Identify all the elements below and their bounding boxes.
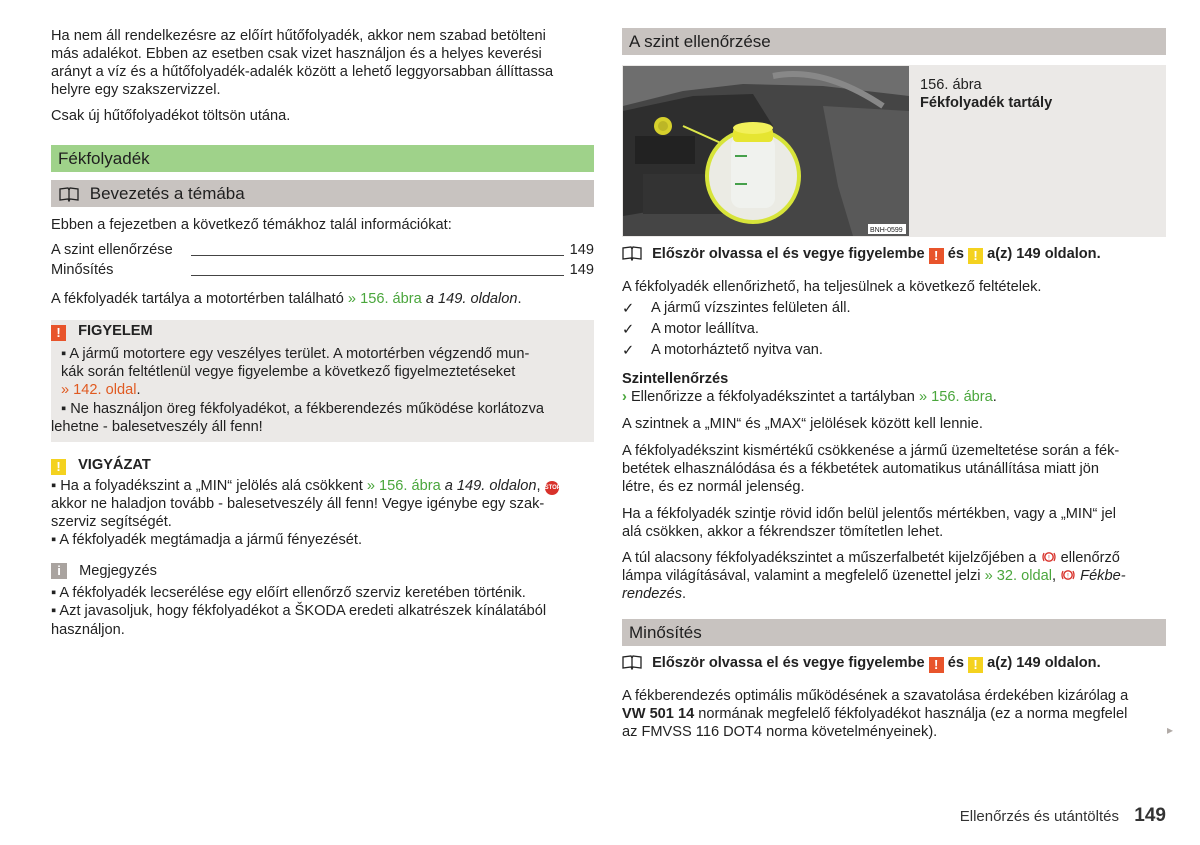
warning-icon: ! <box>929 248 944 264</box>
level-heading: Szintellenőrzés <box>622 371 729 387</box>
leak-line-2: alá csökken, akkor a fékrendszer tömítetlen lehet. <box>622 524 944 540</box>
page-number: 149 <box>1134 805 1166 826</box>
step-arrow-icon: › <box>622 389 627 405</box>
read-first-notice-1: Először olvassa el és vegye figyelembe ! és ! a(z) 149 oldalon. <box>622 245 1101 264</box>
warning-line-1: ▪ A jármű motortere egy veszélyes terület. A motortérben végzendő mun- <box>61 346 530 362</box>
caution-figure-link[interactable]: » 156. ábra <box>366 478 441 494</box>
note-title: Megjegyzés <box>79 563 157 579</box>
page-32-link[interactable]: » 32. oldal <box>984 568 1052 584</box>
stop-icon: STOP <box>545 481 559 495</box>
continue-arrow-icon: ▸ <box>1167 723 1174 737</box>
book-icon <box>59 187 79 202</box>
low-level-line-2: lámpa világításával, valamint a megfelelő üzenettel jelzi » 32. oldal, ! Fékbe- <box>622 568 1126 584</box>
toc-item-quality[interactable]: Minősítés 149 <box>51 262 594 278</box>
engine-bay-image <box>623 66 909 236</box>
toc-intro: Ebben a fejezetben a következő témákhoz talál információkat: <box>51 217 452 233</box>
low-level-line-1: A túl alacsony fékfolyadékszintet a műszerfalbetét kijelzőjében a ! ellenőrző <box>622 550 1120 566</box>
book-icon <box>622 246 642 261</box>
warning-link[interactable]: » 142. oldal <box>61 382 137 398</box>
condition-item: ✓ A motor leállítva. <box>622 321 759 338</box>
figure-number: 156. ábra <box>920 77 982 93</box>
condition-item: ✓ A jármű vízszintes felületen áll. <box>622 300 851 317</box>
quality-line-1: A fékberendezés optimális működésének a szavatolása érdekében kizárólag a <box>622 688 1129 704</box>
figure-title: Fékfolyadék tartály <box>920 95 1053 111</box>
intro-line-3: arányt a víz és a hűtőfolyadék-adalék között a lehető leggyorsabban állíttassa <box>51 64 554 80</box>
warning-line-4: ▪ Ne használjon öreg fékfolyadékot, a fékberendezés működése korlátozva <box>61 401 544 417</box>
caution-line-3: szerviz segítségét. <box>51 514 172 530</box>
engine-bay-illustration <box>623 66 909 236</box>
section-header-brake-fluid <box>51 145 594 172</box>
quality-line-3: az FMVSS 116 DOT4 norma követelményeinek). <box>622 724 938 740</box>
section1-title: A szint ellenőrzése <box>629 32 771 51</box>
subsection-header <box>51 180 594 207</box>
caution-title: VIGYÁZAT <box>78 457 151 473</box>
section-header-level-check <box>622 28 1166 55</box>
warning-line-5: lehetne - balesetveszély áll fenn! <box>51 419 263 435</box>
low-level-line-3: rendezés. <box>622 586 687 602</box>
checkmark-icon: ✓ <box>622 322 635 338</box>
note-line-1: ▪ A fékfolyadék lecserélése egy előírt ellenőrző szerviz keretében történik. <box>51 585 526 601</box>
min-max-text: A szintnek a „MIN“ és „MAX“ jelölések között kell lennie. <box>622 416 983 432</box>
intro-line-4: helyre egy szakszervizzel. <box>51 82 221 98</box>
book-icon <box>622 655 642 670</box>
checkmark-icon: ✓ <box>622 301 635 317</box>
intro-line-2: más adalékot. Ebben az esetben csak vizet használjon és a helyes keverési <box>51 46 542 62</box>
read-first-notice-2: Először olvassa el és vegye figyelembe ! és ! a(z) 149 oldalon. <box>622 654 1101 673</box>
intro-paragraph-2: Csak új hűtőfolyadékot töltsön utána. <box>51 108 291 124</box>
level-drop-line-2: betétek elhasználódása és a fékbetétek automatikus utánállítása miatt jön <box>622 461 1100 477</box>
intro-line-1: Ha nem áll rendelkezésre az előírt hűtőfolyadék, akkor nem szabad betölteni <box>51 28 546 44</box>
brake-warning-icon <box>1041 551 1057 563</box>
caution-header <box>51 457 151 475</box>
caution-icon: ! <box>968 248 983 264</box>
caution-icon: ! <box>968 657 983 673</box>
level-drop-line-3: létre, és ez normál jelenség. <box>622 479 805 495</box>
svg-text:!: ! <box>1067 573 1069 580</box>
note-line-2: ▪ Azt javasoljuk, hogy fékfolyadékot a ŠKODA eredeti alkatrészek kínálatából <box>51 603 547 619</box>
checkmark-icon: ✓ <box>622 343 635 359</box>
level-figure-link[interactable]: » 156. ábra <box>918 389 993 405</box>
quality-line-2: VW 501 14 normának megfelelő fékfolyadékot használja (ez a norma megfelel <box>622 706 1128 722</box>
svg-text:!: ! <box>1047 555 1050 562</box>
page-footer <box>900 805 1166 827</box>
figure-panel <box>622 65 1166 237</box>
level-drop-line-1: A fékfolyadékszint kismértékű csökkenése a jármű üzemeltetése során a fék- <box>622 443 1120 459</box>
info-icon: i <box>51 563 67 579</box>
caution-line-2: akkor ne haladjon tovább - balesetveszély áll fenn! Vegye igénybe egy szak- <box>51 496 545 512</box>
figure-link[interactable]: » 156. ábra <box>347 291 422 307</box>
note-line-3: használjon. <box>51 622 125 638</box>
brake-warning-icon <box>1060 569 1076 581</box>
caution-line-1: ▪ Ha a folyadékszint a „MIN“ jelölés alá csökkent » 156. ábra a 149. oldalon, STOP <box>51 478 561 494</box>
note-header <box>51 563 157 579</box>
section-header-quality <box>622 619 1166 646</box>
warning-icon: ! <box>929 657 944 673</box>
warning-line-2: kák során feltétlenül vegye figyelembe a következő figyelmeztetéseket <box>61 364 516 380</box>
condition-item: ✓ A motorháztető nyitva van. <box>622 342 823 359</box>
subsection-title: Bevezetés a témába <box>89 184 245 203</box>
section-title: Fékfolyadék <box>58 149 150 168</box>
leak-line-1: Ha a fékfolyadék szintje rövid időn belül jelentős mértékben, vagy a „MIN“ jel <box>622 506 1116 522</box>
figure-code: BNH-0599 <box>870 227 903 234</box>
warning-box: ! FIGYELEM ▪ A jármű motortere egy veszélyes terület. A motortérben végzendő mun- kák során feltétlenül vegye figyelembe a következő figyelmeztetéseket » 142. oldal. ▪ Ne használjon öreg fékfolyadékot, a fékberendezés működése korlátozva lehetne - balesetveszély áll fenn! <box>51 320 594 442</box>
reservoir-location: A fékfolyadék tartálya a motortérben található » 156. ábra a 149. oldalon. <box>51 291 522 307</box>
warning-title: FIGYELEM <box>78 323 153 339</box>
level-step: › Ellenőrizze a fékfolyadékszintet a tartályban » 156. ábra. <box>622 389 997 405</box>
caution-line-4: ▪ A fékfolyadék megtámadja a jármű fényezését. <box>51 532 363 548</box>
warning-icon: ! <box>51 325 66 341</box>
footer-chapter: Ellenőrzés és utántöltés <box>959 808 1119 825</box>
toc-item-level-check[interactable]: A szint ellenőrzése 149 <box>51 242 594 258</box>
caution-icon: ! <box>51 459 66 475</box>
section2-title: Minősítés <box>629 623 702 642</box>
check-intro: A fékfolyadék ellenőrizhető, ha teljesülnek a következő feltételek. <box>622 279 1042 295</box>
